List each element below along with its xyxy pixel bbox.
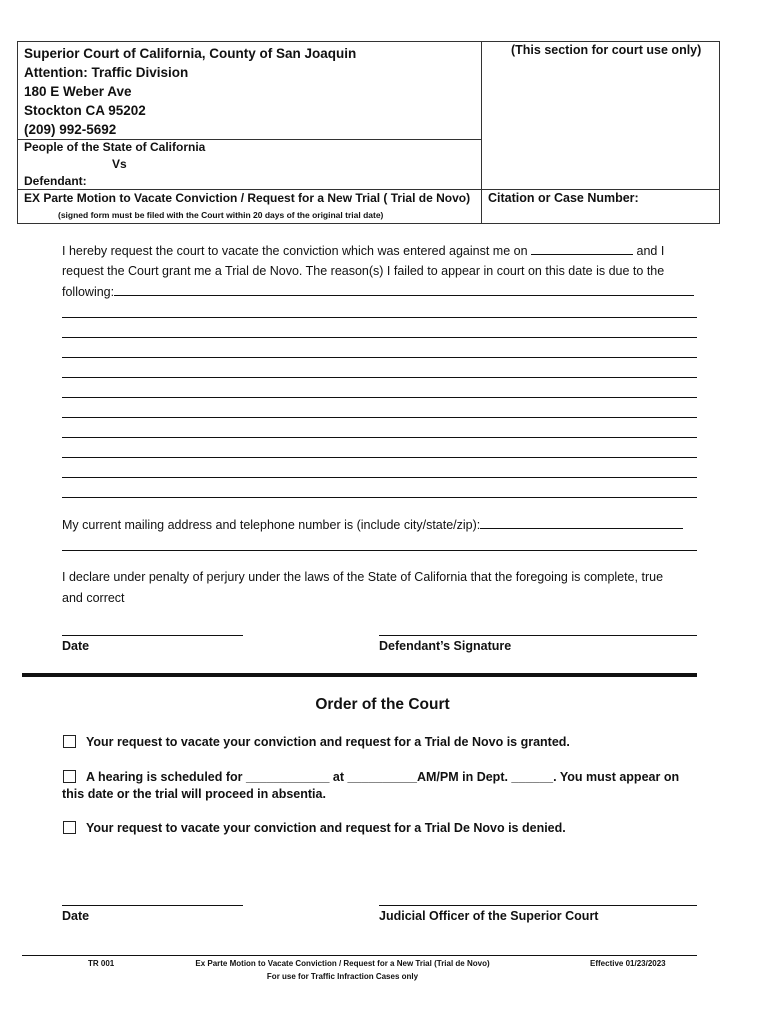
defendant-label: Defendant: bbox=[24, 174, 87, 188]
following-label: following: bbox=[62, 285, 115, 299]
footer-title-line-1: Ex Parte Motion to Vacate Conviction / Request for a New Trial (Trial de Novo) bbox=[195, 959, 490, 968]
request-line-2: request the Court grant me a Trial de Novo. The reason(s) I failed to appear in court on this date is due to the bbox=[62, 264, 665, 278]
reason-line[interactable] bbox=[62, 317, 697, 318]
court-division: Attention: Traffic Division bbox=[24, 65, 189, 80]
hearing-label-continued: this date or the trial will proceed in absentia. bbox=[62, 787, 326, 801]
caption-divider-vertical bbox=[481, 42, 482, 223]
court-phone: (209) 992-5692 bbox=[24, 122, 117, 137]
reason-line[interactable] bbox=[62, 337, 697, 338]
order-date-label: Date bbox=[62, 909, 90, 923]
versus-label: Vs bbox=[112, 157, 127, 171]
hearing-label: A hearing is scheduled for ____________ at __________AM/PM in Dept. ______. You must appear on bbox=[86, 770, 680, 784]
judicial-officer-signature-line[interactable] bbox=[379, 905, 697, 906]
court-name: Superior Court of California, County of San Joaquin bbox=[24, 46, 357, 61]
reason-line[interactable] bbox=[62, 417, 697, 418]
form-title: EX Parte Motion to Vacate Conviction / Request for a New Trial ( Trial de Novo) bbox=[24, 191, 471, 205]
address-blank[interactable] bbox=[480, 516, 683, 529]
reason-blank-first[interactable] bbox=[114, 283, 694, 296]
request-text-b: and I bbox=[636, 244, 665, 258]
judicial-officer-label: Judicial Officer of the Superior Court bbox=[379, 909, 599, 923]
declaration-line-2: and correct bbox=[62, 591, 125, 605]
order-date-line[interactable] bbox=[62, 905, 243, 906]
defendant-signature-label: Defendant’s Signature bbox=[379, 639, 512, 653]
reason-line[interactable] bbox=[62, 357, 697, 358]
order-title: Order of the Court bbox=[315, 696, 450, 713]
address-label: My current mailing address and telephone number is (include city/state/zip): bbox=[62, 518, 481, 532]
footer-title-line-2: For use for Traffic Infraction Cases only bbox=[266, 972, 419, 981]
request-text-a: I hereby request the court to vacate the conviction which was entered against me on bbox=[62, 244, 528, 258]
effective-date: Effective 01/23/2023 bbox=[590, 959, 666, 968]
reason-line[interactable] bbox=[62, 457, 697, 458]
request-line-3 bbox=[62, 282, 694, 302]
request-line-1 bbox=[62, 241, 664, 261]
conviction-date-blank[interactable] bbox=[531, 242, 633, 255]
form-filing-note: (signed form must be filed with the Court within 20 days of the original trial date) bbox=[58, 210, 384, 220]
reason-line[interactable] bbox=[62, 477, 697, 478]
court-address bbox=[24, 44, 356, 139]
footer-rule bbox=[22, 955, 697, 956]
defendant-date-label: Date bbox=[62, 639, 90, 653]
caption-divider-title bbox=[18, 189, 719, 190]
reason-line[interactable] bbox=[62, 437, 697, 438]
plaintiff-label: People of the State of California bbox=[24, 140, 206, 154]
defendant-signature-line[interactable] bbox=[379, 635, 697, 636]
hearing-checkbox[interactable] bbox=[63, 770, 76, 783]
caption-box bbox=[17, 41, 720, 224]
defendant-date-line[interactable] bbox=[62, 635, 243, 636]
court-street: 180 E Weber Ave bbox=[24, 84, 132, 99]
reason-line[interactable] bbox=[62, 497, 697, 498]
granted-checkbox[interactable] bbox=[63, 735, 76, 748]
court-use-label: (This section for court use only) bbox=[511, 43, 702, 57]
court-city: Stockton CA 95202 bbox=[24, 103, 146, 118]
form-id: TR 001 bbox=[88, 959, 115, 968]
address-line bbox=[62, 515, 683, 535]
section-divider bbox=[22, 673, 697, 677]
denied-checkbox[interactable] bbox=[63, 821, 76, 834]
declaration-line-1: I declare under penalty of perjury under the laws of the State of California that the foregoing is complete, true bbox=[62, 570, 664, 584]
address-line-2[interactable] bbox=[62, 550, 697, 551]
reason-line[interactable] bbox=[62, 377, 697, 378]
reason-line[interactable] bbox=[62, 397, 697, 398]
granted-label: Your request to vacate your conviction and request for a Trial de Novo is granted. bbox=[86, 735, 570, 749]
case-number-label: Citation or Case Number: bbox=[488, 191, 639, 205]
denied-label: Your request to vacate your conviction and request for a Trial De Novo is denied. bbox=[86, 821, 566, 835]
